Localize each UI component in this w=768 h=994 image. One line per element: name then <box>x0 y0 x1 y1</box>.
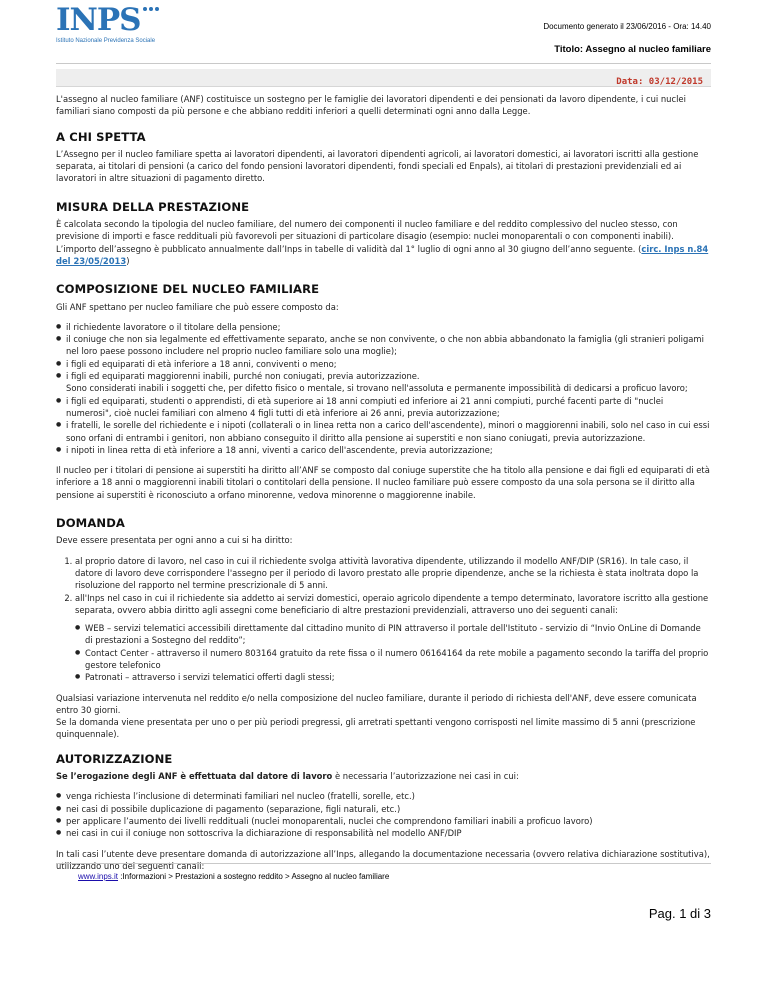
domanda-lead: Deve essere presentata per ogni anno a cui si ha diritto: <box>56 535 293 546</box>
list-item: ● venga richiesta l’inclusione di determinati familiari nel nucleo (fratelli, sorelle, etc.) <box>66 790 711 802</box>
generated-timestamp: Documento generato il 23/06/2016 - Ora: 14.40 <box>543 22 711 31</box>
domanda-closing-2: Se la domanda viene presentata per uno o per più periodi pregressi, gli arretrati spettanti vengono corrisposti nel limite massimo di 5 anni (prescrizione quinquennale). <box>56 717 696 740</box>
misura-text-2-end: ) <box>126 255 130 266</box>
channel-item: ● WEB – servizi telematici accessibili direttamente dal cittadino munito di PIN attraverso il portale dell'Istituto - servizio di “Invio OnLine di Domande di prestazioni a Sostegno del reddito”; <box>85 622 711 647</box>
a-chi-spetta-text: L’Assegno per il nucleo familiare spetta ai lavoratori dipendenti, ai lavoratori dipendenti agricoli, ai lavoratori domestici, ai lavoratori iscritti alla gestione separata, ai titolari di pensioni (a carico del fondo pensioni lavoratori dipendenti, fondi speciali ed Enpals), ai titolari di prestazioni previdenziali ed ai lavoratori in altre situazioni di pagamento diretto. <box>56 148 699 184</box>
list-item: ● i nipoti in linea retta di età inferiore a 18 anni, viventi a carico dell'ascendente, previa autorizzazione; <box>66 444 711 456</box>
autorizzazione-lead <box>56 770 711 782</box>
misura-text-2 <box>56 243 711 268</box>
circolare-link[interactable]: circ. Inps n.84 del 23/05/2013 <box>56 243 709 266</box>
document-date: Data: 03/12/2015 <box>616 77 703 87</box>
domanda-closing-1: Qualsiasi variazione intervenuta nel reddito e/o nella composizione del nucleo familiare, durante il periodo di richiesta dell'ANF, deve essere comunicata entro 30 giorni. <box>56 692 697 715</box>
document-title: Titolo: Assegno al nucleo familiare <box>554 44 711 55</box>
list-item: ● i figli ed equiparati, studenti o apprendisti, di età superiore ai 18 anni compiuti ed inferiore ai 21 anni compiuti, purché facenti parte di "nuclei numerosi", cioè nuclei familiari con almeno 4 figli tutti di età inferiore ai 26 anni, previa autorizzazione; <box>66 395 711 420</box>
heading-misura: MISURA DELLA PRESTAZIONE <box>56 199 250 214</box>
autorizzazione-list <box>56 790 711 839</box>
footer-divider <box>56 863 711 864</box>
list-item: ● i fratelli, le sorelle del richiedente e i nipoti (collaterali o in linea retta non a carico dell'ascendente), minori o maggiorenni inabili, solo nel caso in cui essi sono orfani di entrambi i genitori, non abbiano conseguito il diritto alla pensione ai superstiti e non siano coniugati, previa autorizzazione. <box>66 419 711 444</box>
intro-paragraph: L'assegno al nucleo familiare (ANF) costituisce un sostegno per le famiglie dei lavoratori dipendenti e dei pensionati da lavoro dipendente, i cui nuclei familiari siano composti da più persone e che abbiano redditi inferiori a quelli determinati ogni anno dalla Legge. <box>56 94 686 117</box>
composizione-list <box>56 321 711 456</box>
list-item: ● nei casi in cui il coniuge non sottoscriva la dichiarazione di responsabilità nel modello ANF/DIP <box>66 827 711 839</box>
misura-text <box>56 218 711 243</box>
composizione-lead: Gli ANF spettano per nucleo familiare che può essere composto da: <box>56 301 339 312</box>
channels-list <box>75 622 711 683</box>
footer-path: :Informazioni > Prestazioni a sostegno reddito > Assegno al nucleo familiare <box>118 872 390 881</box>
heading-composizione: COMPOSIZIONE DEL NUCLEO FAMILIARE <box>56 282 320 297</box>
heading-autorizzazione: AUTORIZZAZIONE <box>56 751 173 766</box>
list-item: ● il coniuge che non sia legalmente ed effettivamente separato, anche se non convivente, o che non abbia abbandonato la famiglia (gli stranieri poligami nel loro paese possono includere nel proprio nucleo familiare solo una moglie); <box>66 333 711 358</box>
list-item: ● i figli ed equiparati maggiorenni inabili, purché non coniugati, previa autorizzazione. <box>66 370 711 382</box>
list-item: ● il richiedente lavoratore o il titolare della pensione; <box>66 321 711 333</box>
date-bar <box>56 69 711 87</box>
domanda-step <box>75 592 711 684</box>
document-body <box>56 93 711 871</box>
autorizzazione-lead-bold: Se l’erogazione degli ANF è effettuata dal datore di lavoro <box>56 771 333 782</box>
domanda-steps <box>56 555 711 684</box>
logo-text: INPS <box>56 2 141 38</box>
heading-a-chi-spetta: A CHI SPETTA <box>56 129 146 144</box>
logo-dots-icon <box>143 7 159 11</box>
list-item: ● per applicare l’aumento dei livelli reddituali (nuclei monoparentali, nuclei che comprendono familiari inabili a proficuo lavoro) <box>66 815 711 827</box>
autorizzazione-closing: In tali casi l’utente deve presentare domanda di autorizzazione all’Inps, allegando la documentazione necessaria (ovvero relativa dichiarazione sostitutiva), utilizzando uno dei seguenti canali: <box>56 848 710 871</box>
heading-domanda: DOMANDA <box>56 516 125 531</box>
inps-logo <box>56 4 176 54</box>
autorizzazione-lead-rest: è necessaria l’autorizzazione nei casi in cui: <box>332 771 519 782</box>
footer-breadcrumb <box>78 872 389 881</box>
page-number: Pag. 1 di 3 <box>648 906 711 921</box>
list-item-note: Sono considerati inabili i soggetti che, per difetto fisico o mentale, si trovano nell'assoluta e permanente impossibilità di dedicarsi a proficuo lavoro; <box>66 383 688 394</box>
composizione-closing: Il nucleo per i titolari di pensione ai superstiti ha diritto all’ANF se composto dal coniuge superstite che ha titolo alla pensione e dai figli ed equiparati di età inferiore a 18 anni o maggiorenni inabili titolari o contitolari della pensione. Il nucleo familiare può essere composto da una sola persona se il diritto alla pensione ai superstiti è riconosciuto a orfano minorenne, vedova minorenne o maggiorenne inabile. <box>56 465 710 500</box>
list-item: ● nei casi di possibile duplicazione di pagamento (separazione, figli naturali, etc.) <box>66 803 711 815</box>
header-divider <box>56 63 711 64</box>
channel-item: ● Patronati – attraverso i servizi telematici offerti dagli stessi; <box>85 671 711 683</box>
domanda-step-text: all'Inps nel caso in cui il richiedente sia addetto ai servizi domestici, operaio agricolo dipendente a tempo determinato, lavoratore iscritto alla gestione separata, ovvero abbia diritto agli assegni come beneficiario di altre prestazioni previdenziali, attraverso uno dei seguenti canali: <box>75 592 709 615</box>
inps-site-link[interactable]: www.inps.it <box>78 872 119 881</box>
list-item: ● i figli ed equiparati di età inferiore a 18 anni, conviventi o meno; <box>66 358 711 370</box>
misura-text-2-body: L’importo dell’assegno è pubblicato annualmente dall’Inps in tabelle di validità dal 1° luglio di ogni anno al 30 giugno dell’anno seguente. ( <box>56 243 642 254</box>
channel-item: ● Contact Center - attraverso il numero 803164 gratuito da rete fissa o il numero 06164164 da rete mobile a pagamento secondo la tariffa del proprio gestore telefonico <box>85 647 711 672</box>
logo-subtitle: Istituto Nazionale Previdenza Sociale <box>56 38 156 44</box>
misura-text-1: È calcolata secondo la tipologia del nucleo familiare, del numero dei componenti il nucleo familiare e del reddito complessivo del nucleo stesso, con previsione di importi e fasce reddituali più favorevoli per situazioni di particolare disagio (esempio: nuclei monoparentali o con componenti inabili). <box>56 219 678 242</box>
domanda-step: 1. al proprio datore di lavoro, nel caso in cui il richiedente svolga attività lavorativa dipendente, utilizzando il modello ANF/DIP (SR16). In tale caso, il datore di lavoro deve corrispondere l'assegno per il periodo di lavoro prestato alle proprie dipendenze, anche se la richiesta è stata inoltrata dopo la risoluzione del rapporto nel termine prescrizionale di 5 anni. <box>75 555 711 592</box>
